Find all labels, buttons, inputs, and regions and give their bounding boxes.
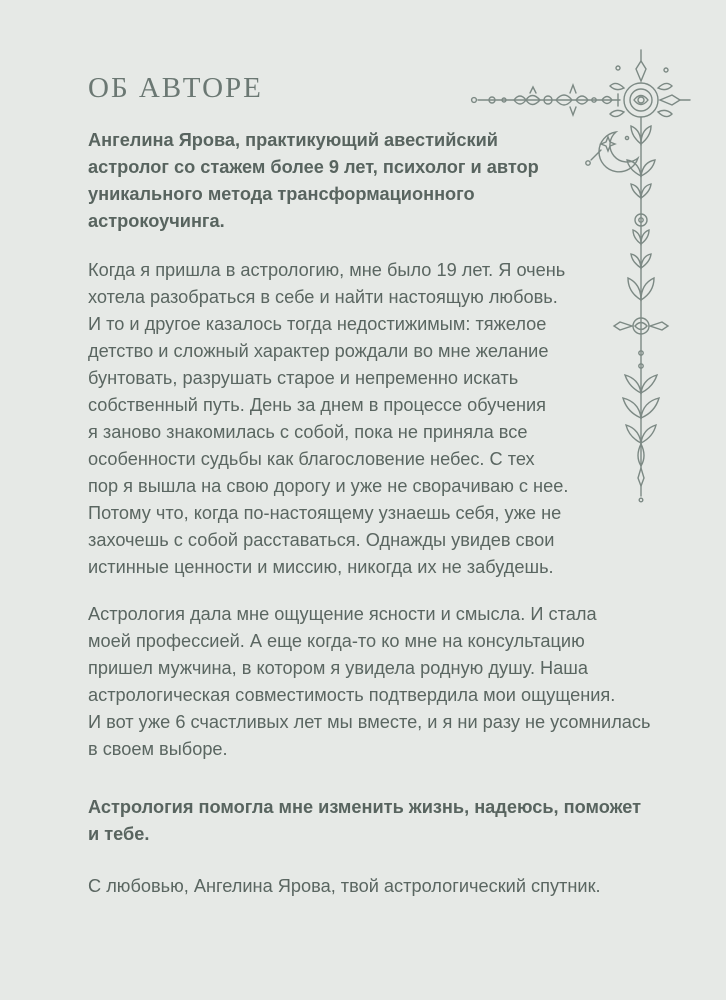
crescent-moon-icon [586, 132, 638, 172]
text-line: захочешь с собой расставаться. Однажды увидев свои [88, 530, 555, 550]
vertical-vine-icon [614, 117, 668, 502]
text-line: Астрология помогла мне изменить жизнь, надеюсь, поможет [88, 797, 642, 817]
floral-moon-star-ornament-icon [470, 48, 692, 518]
text-line: И то и другое казалось тогда недостижимым: тяжелое [88, 314, 547, 334]
text-line: истинные ценности и миссию, никогда их не забудешь. [88, 557, 554, 577]
lead-line: уникального метода трансформационного [88, 184, 475, 204]
text-line: собственный путь. День за днем в процессе обучения [88, 395, 547, 415]
text-line: я заново знакомилась с собой, пока не приняла все [88, 422, 528, 442]
text-line: особенности судьбы как благословение небес. С тех [88, 449, 535, 469]
text-line: астрологическая совместимость подтвердила мои ощущения. [88, 685, 616, 705]
text-line: И вот уже 6 счастливых лет мы вместе, и я ни разу не усомнилась [88, 712, 651, 732]
body-paragraph-2 [88, 601, 651, 763]
text-line: в своем выборе. [88, 739, 228, 759]
text-line: Когда я пришла в астрологию, мне было 19 лет. Я очень [88, 260, 566, 280]
lead-paragraph [88, 127, 539, 235]
text-line: бунтовать, разрушать старое и непременно искать [88, 368, 519, 388]
text-line: моей профессией. А еще когда-то ко мне на консультацию [88, 631, 585, 651]
lead-line: астролог со стажем более 9 лет, психолог и автор [88, 157, 539, 177]
text-line: Потому что, когда по-настоящему узнаешь себя, уже не [88, 503, 562, 523]
text-line: пор я вышла на свою дорогу и уже не сворачиваю с нее. [88, 476, 569, 496]
signature: С любовью, Ангелина Ярова, твой астрологический спутник. [88, 876, 601, 896]
emphasis-paragraph [88, 794, 642, 848]
text-line: хотела разобраться в себе и найти настоящую любовь. [88, 287, 558, 307]
text-line: и тебе. [88, 824, 150, 844]
lead-line: Ангелина Ярова, практикующий авестийский [88, 130, 498, 150]
corner-rose-icon [610, 50, 690, 117]
lead-line: астрокоучинга. [88, 211, 225, 231]
text-line: детство и сложный характер рождали во мне желание [88, 341, 549, 361]
page-title: ОБ АВТОРЕ [88, 72, 263, 104]
text-line: Астрология дала мне ощущение ясности и смысла. И стала [88, 604, 597, 624]
horizontal-vine-icon [472, 85, 620, 115]
text-line: пришел мужчина, в котором я увидела родную душу. Наша [88, 658, 589, 678]
